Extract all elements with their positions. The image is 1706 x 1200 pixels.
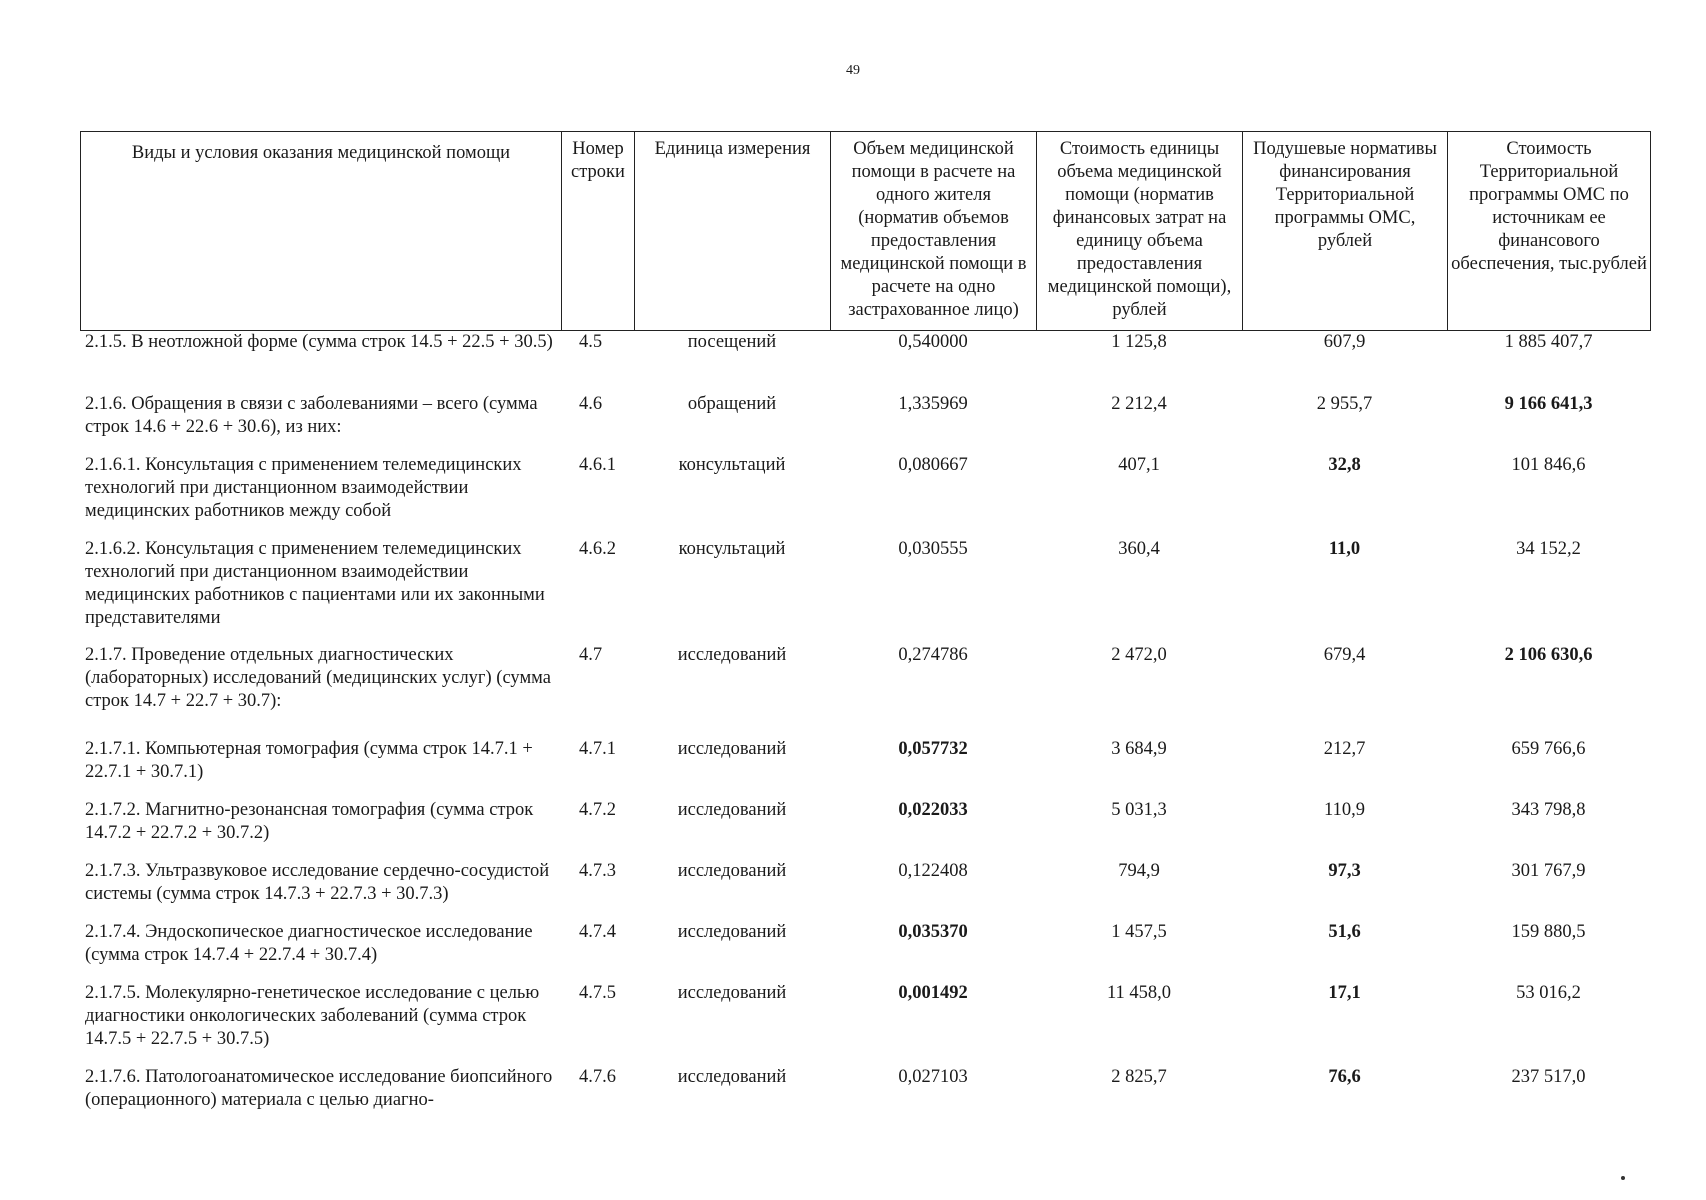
column-header: Объем медицинской помощи в расчете на одного жителя (норматив объемов предоставления медицинской помощи в расчете на одно застрахованное лицо) [831, 132, 1037, 331]
row-unit-cost: 11 458,0 [1106, 983, 1172, 1003]
table-row [80, 799, 1650, 860]
row-total: 237 517,0 [1511, 1067, 1586, 1087]
row-number: 4.7.2 [579, 800, 616, 820]
scan-speck [1621, 1176, 1625, 1180]
row-volume: 0,080667 [898, 455, 968, 475]
row-per-capita: 679,4 [1323, 645, 1366, 665]
row-unit: исследований [677, 645, 787, 665]
row-number: 4.7.5 [579, 983, 616, 1003]
row-unit-cost: 2 472,0 [1111, 645, 1167, 665]
row-volume: 0,540000 [898, 332, 968, 352]
row-unit: исследований [677, 983, 787, 1003]
row-name: 2.1.7.1. Компьютерная томография (сумма строк 14.7.1 + 22.7.1 + 30.7.1) [85, 739, 533, 782]
row-per-capita: 51,6 [1328, 922, 1361, 942]
row-unit-cost: 3 684,9 [1111, 739, 1167, 759]
row-number: 4.7 [579, 645, 603, 665]
row-number: 4.7.4 [579, 922, 616, 942]
row-volume: 0,001492 [898, 983, 968, 1003]
table-row [80, 860, 1650, 921]
row-unit: консультаций [678, 539, 786, 559]
row-volume: 0,022033 [898, 800, 968, 820]
table-row [80, 738, 1650, 799]
row-volume: 0,122408 [898, 861, 968, 881]
column-header: Подушевые нормативы финансирования Территориальной программы ОМС, рублей [1243, 132, 1448, 331]
column-header: Виды и условия оказания медицинской помощи [81, 132, 562, 331]
row-unit: исследований [677, 800, 787, 820]
row-total: 9 166 641,3 [1504, 394, 1593, 414]
row-unit-cost: 360,4 [1118, 539, 1160, 559]
row-volume: 0,030555 [898, 539, 968, 559]
row-name: 2.1.5. В неотложной форме (сумма строк 14.5 + 22.5 + 30.5) [85, 332, 553, 352]
row-name: 2.1.7.3. Ультразвуковое исследование сердечно-сосудистой системы (сумма строк 14.7.3 + 22.7.3 + 30.7.3) [85, 861, 550, 904]
row-unit-cost: 1 125,8 [1111, 332, 1167, 352]
row-total: 159 880,5 [1511, 922, 1586, 942]
row-unit: обращений [687, 394, 777, 414]
row-unit-cost: 794,9 [1118, 861, 1160, 881]
row-name: 2.1.6.2. Консультация с применением телемедицинских технологий при дистанционном взаимодействии медицинских работников с пациентами или их законными представителями [85, 539, 545, 628]
table-row [80, 1066, 1650, 1116]
table-row [80, 331, 1650, 393]
table-row [80, 538, 1650, 644]
row-per-capita: 32,8 [1328, 455, 1361, 475]
row-total: 343 798,8 [1511, 800, 1586, 820]
column-header: Единица измерения [635, 132, 831, 331]
table-header [80, 131, 1651, 331]
row-total: 34 152,2 [1516, 539, 1581, 559]
page-number: 49 [846, 63, 860, 78]
row-name: 2.1.7.4. Эндоскопическое диагностическое исследование (сумма строк 14.7.4 + 22.7.4 + 30.7.4) [85, 922, 533, 965]
row-name: 2.1.7.2. Магнитно-резонансная томография (сумма строк 14.7.2 + 22.7.2 + 30.7.2) [85, 800, 534, 843]
table-row [80, 921, 1650, 982]
row-unit: консультаций [678, 455, 786, 475]
row-per-capita: 2 955,7 [1316, 394, 1373, 414]
row-name: 2.1.7.6. Патологоанатомическое исследование биопсийного (операционного) материала с целью диагно- [85, 1067, 553, 1110]
table-row [80, 393, 1650, 454]
row-per-capita: 607,9 [1323, 332, 1366, 352]
row-per-capita: 11,0 [1328, 539, 1361, 559]
row-volume: 0,057732 [898, 739, 968, 759]
row-number: 4.7.1 [579, 739, 616, 759]
row-total: 101 846,6 [1511, 455, 1586, 475]
row-volume: 0,274786 [898, 645, 968, 665]
row-name: 2.1.6. Обращения в связи с заболеваниями – всего (сумма строк 14.6 + 22.6 + 30.6), из них: [85, 394, 538, 437]
row-unit: посещений [687, 332, 777, 352]
table-row [80, 454, 1650, 538]
row-unit: исследований [677, 861, 787, 881]
column-header: Стоимость единицы объема медицинской помощи (норматив финансовых затрат на единицу объема предоставления медицинской помощи), рублей [1037, 132, 1243, 331]
row-unit: исследований [677, 739, 787, 759]
row-volume: 0,035370 [898, 922, 968, 942]
row-per-capita: 97,3 [1328, 861, 1361, 881]
row-unit-cost: 2 825,7 [1111, 1067, 1167, 1087]
row-unit-cost: 5 031,3 [1111, 800, 1167, 820]
row-unit-cost: 2 212,4 [1111, 394, 1167, 414]
data-table [80, 331, 1650, 1116]
row-unit-cost: 1 457,5 [1111, 922, 1167, 942]
row-number: 4.6.2 [579, 539, 616, 559]
row-number: 4.6.1 [579, 455, 616, 475]
row-number: 4.5 [579, 332, 603, 352]
row-name: 2.1.6.1. Консультация с применением телемедицинских технологий при дистанционном взаимодействии медицинских работников между собой [85, 455, 522, 521]
row-per-capita: 76,6 [1328, 1067, 1361, 1087]
row-unit: исследований [677, 922, 787, 942]
row-per-capita: 212,7 [1323, 739, 1366, 759]
row-total: 53 016,2 [1516, 983, 1581, 1003]
row-volume: 0,027103 [898, 1067, 968, 1087]
table-row [80, 982, 1650, 1066]
row-per-capita: 17,1 [1328, 983, 1361, 1003]
row-name: 2.1.7.5. Молекулярно-генетическое исследование с целью диагностики онкологических заболеваний (сумма строк 14.7.5 + 22.7.5 + 30.7.5) [85, 983, 540, 1049]
row-unit: исследований [677, 1067, 787, 1087]
row-per-capita: 110,9 [1324, 800, 1365, 820]
row-name: 2.1.7. Проведение отдельных диагностических (лабораторных) исследований (медицинских услуг) (сумма строк 14.7 + 22.7 + 30.7): [85, 645, 551, 711]
row-volume: 1,335969 [898, 394, 968, 414]
column-header: Номер строки [562, 132, 635, 331]
row-total: 301 767,9 [1511, 861, 1586, 881]
row-total: 1 885 407,7 [1504, 332, 1593, 352]
row-total: 2 106 630,6 [1504, 645, 1593, 665]
column-header: Стоимость Территориальной программы ОМС по источникам ее финансового обеспечения, тыс.рублей [1448, 132, 1651, 331]
row-number: 4.6 [579, 394, 603, 414]
row-total: 659 766,6 [1511, 739, 1586, 759]
row-number: 4.7.6 [579, 1067, 616, 1087]
row-unit-cost: 407,1 [1118, 455, 1160, 475]
table-row [80, 644, 1650, 738]
row-number: 4.7.3 [579, 861, 616, 881]
